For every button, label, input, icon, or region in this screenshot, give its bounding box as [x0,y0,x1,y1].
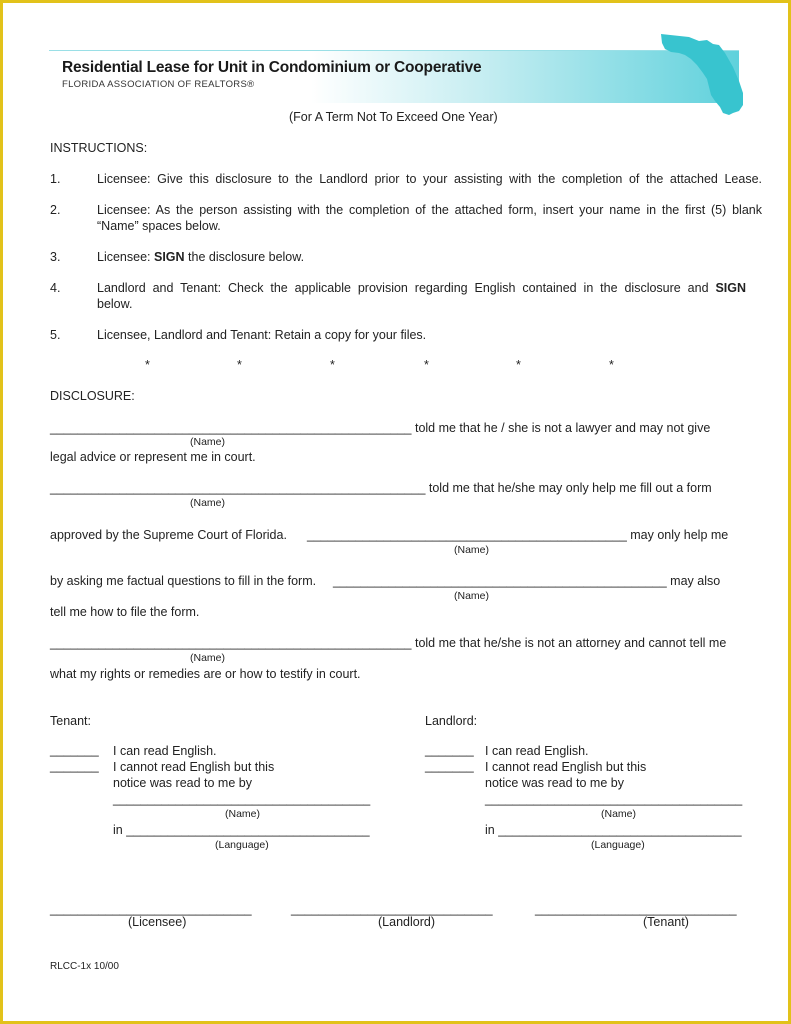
name-blank-5[interactable]: ____________________________________________________ told me that he/she is not an attorney and cannot tell me [50,636,727,650]
landlord-reader-name-field[interactable]: _____________________________________ [485,792,743,806]
landlord-language-field[interactable]: in ___________________________________ [485,823,742,837]
tenant-signature-line[interactable]: _____________________________ [535,902,737,916]
disclosure-text: legal advice or represent me in court. [50,450,256,464]
term-note: (For A Term Not To Exceed One Year) [289,110,498,124]
instruction-number: 1. [50,172,61,186]
landlord-signature-line[interactable]: _____________________________ [291,902,493,916]
landlord-can-read-checkbox[interactable]: _______ [425,743,474,757]
separator-star: * [237,358,242,372]
tenant-reader-name-field[interactable]: _____________________________________ [113,792,371,806]
disclosure-text: what my rights or remedies are or how to testify in court. [50,667,361,681]
tenant-label: Tenant: [50,714,92,728]
disclosure-text: tell me how to file the form. [50,605,200,619]
separator-star: * [424,358,429,372]
disclosure-heading: DISCLOSURE: [50,389,135,403]
instruction-number: 5. [50,328,61,342]
form-title: Residential Lease for Unit in Condominium or Cooperative [62,59,482,76]
name-blank-4[interactable]: ________________________________________________ may also [333,574,721,588]
separator-star: * [609,358,614,372]
landlord-label: Landlord: [425,714,478,728]
tenant-caption: (Tenant) [643,915,689,929]
tenant-can-read-checkbox[interactable]: _______ [50,743,99,757]
language-caption: (Language) [591,839,645,851]
instruction-text: Licensee, Landlord and Tenant: Retain a copy for your files. [97,328,427,342]
instruction-text: Licensee: As the person assisting with the completion of the attached form, insert your name in the first (5) blank [97,203,762,217]
instruction-number: 4. [50,281,61,295]
can-read-text: I can read English. [113,744,217,758]
tenant-language-field[interactable]: in ___________________________________ [113,823,370,837]
name-blank-3[interactable]: ______________________________________________ may only help me [307,528,729,542]
name-caption: (Name) [601,808,637,820]
separator-star: * [330,358,335,372]
association-name: FLORIDA ASSOCIATION OF REALTORS® [62,79,255,90]
separator-star: * [516,358,521,372]
instruction-text: Licensee: SIGN the disclosure below. [97,250,305,264]
cannot-read-text: notice was read to me by [485,776,624,790]
cannot-read-text: I cannot read English but this [113,760,275,774]
name-caption: (Name) [190,436,226,448]
florida-map-icon [659,31,747,119]
can-read-text: I can read English. [485,744,589,758]
instruction-text: Landlord and Tenant: Check the applicable provision regarding English contained in the disclosure and SIGN [97,281,746,295]
instruction-number: 2. [50,203,61,217]
disclosure-text: approved by the Supreme Court of Florida. [50,528,287,542]
name-caption: (Name) [454,544,490,556]
instruction-number: 3. [50,250,61,264]
name-caption: (Name) [454,590,490,602]
name-blank-2[interactable]: ______________________________________________________ told me that he/she may only help me fill out a form [50,481,712,495]
separator-star: * [145,358,150,372]
name-caption: (Name) [190,652,226,664]
form-code: RLCC-1x 10/00 [50,961,119,972]
landlord-caption: (Landlord) [378,915,435,929]
language-caption: (Language) [215,839,269,851]
name-caption: (Name) [190,497,226,509]
landlord-cannot-read-checkbox[interactable]: _______ [425,759,474,773]
licensee-caption: (Licensee) [128,915,187,929]
name-blank-1[interactable]: ____________________________________________________ told me that he / she is not a lawyer and may not give [50,421,711,435]
disclosure-text: by asking me factual questions to fill in the form. [50,574,317,588]
instruction-text-cont: below. [97,297,133,311]
cannot-read-text: I cannot read English but this [485,760,647,774]
instructions-heading: INSTRUCTIONS: [50,141,148,155]
tenant-cannot-read-checkbox[interactable]: _______ [50,759,99,773]
name-caption: (Name) [225,808,261,820]
cannot-read-text: notice was read to me by [113,776,252,790]
licensee-signature-line[interactable]: _____________________________ [50,902,252,916]
instruction-text: Licensee: Give this disclosure to the Landlord prior to your assisting with the completion of the attached Lease. [97,172,762,186]
instruction-text-cont: “Name” spaces below. [97,219,221,233]
